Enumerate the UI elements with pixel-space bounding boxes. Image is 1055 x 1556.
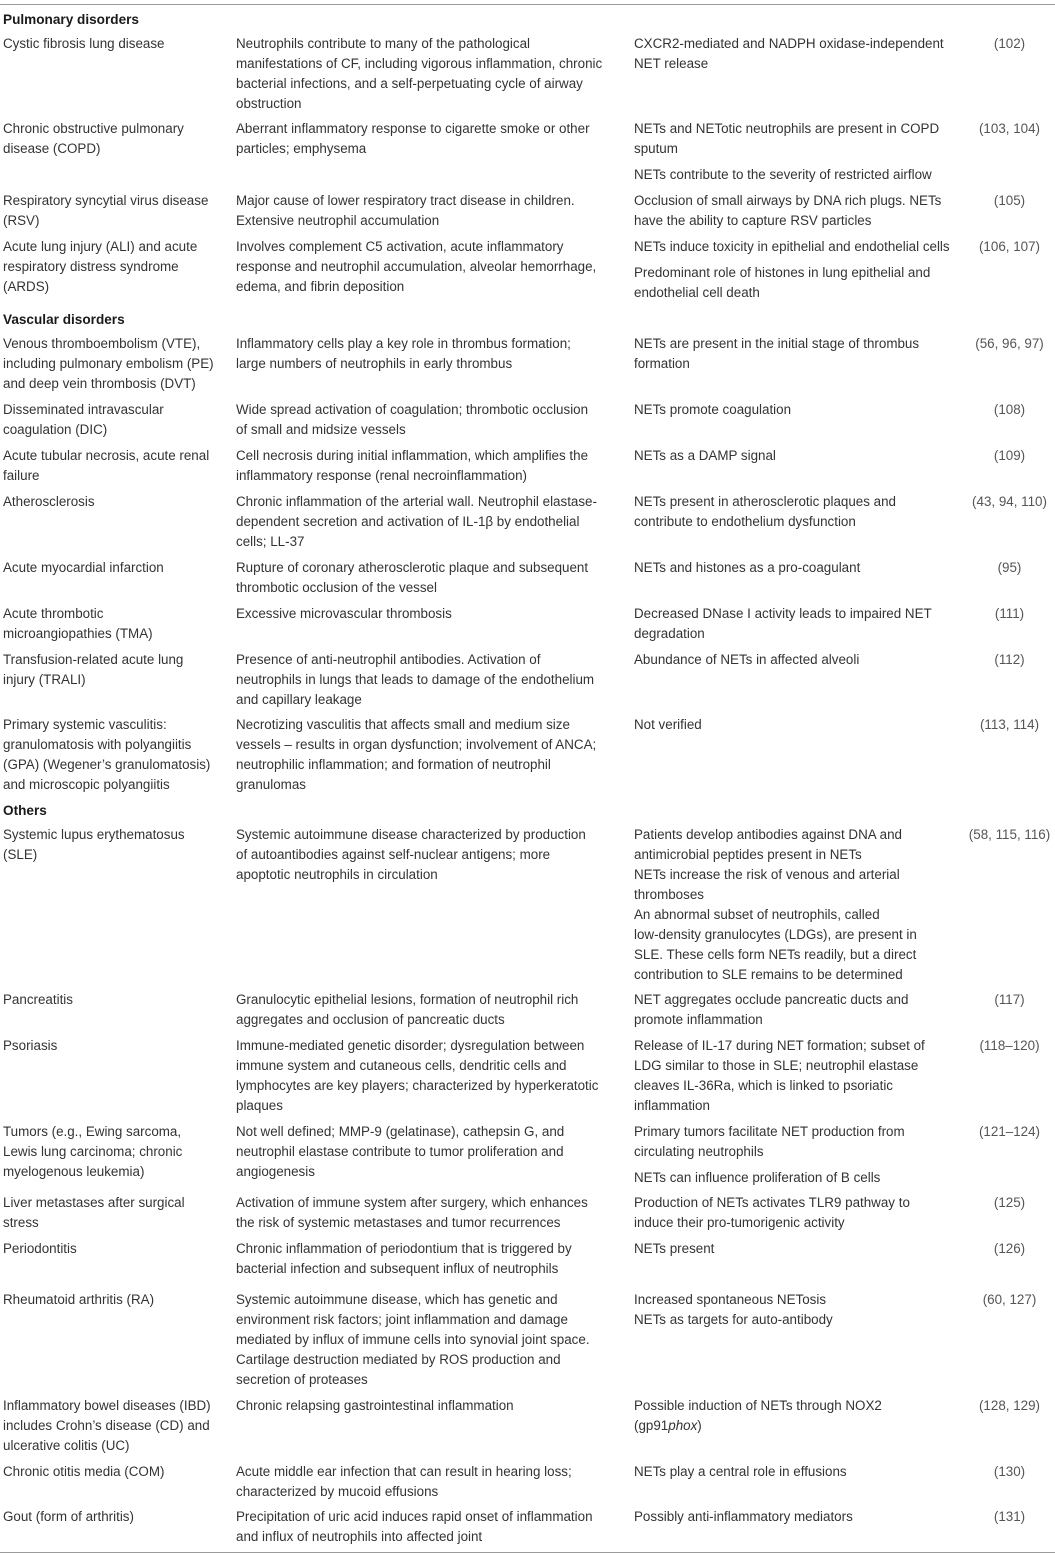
- features-cell: [236, 492, 624, 552]
- disease-line: Lewis lung carcinoma; chronic: [3, 1144, 183, 1159]
- features-line: thrombotic occlusion of the vessel: [236, 580, 437, 595]
- disease-cell: [3, 825, 225, 865]
- features-line: Activation of immune system after surgery, which enhances: [236, 1195, 588, 1210]
- net-role-cell: [634, 1290, 964, 1330]
- disease-line: (GPA) (Wegener’s granulomatosis): [3, 757, 211, 772]
- net-role-line: CXCR2-mediated and NADPH oxidase-independent: [634, 36, 944, 51]
- net-role-line: have the ability to capture RSV particles: [634, 213, 872, 228]
- features-line: bacterial infections, and a self-perpetuating cycle of airway: [236, 76, 583, 91]
- features-line: Cell necrosis during initial inflammation, which amplifies the: [236, 448, 589, 463]
- features-line: bacterial infection and subsequent influx of neutrophils: [236, 1261, 559, 1276]
- features-line: Inflammatory cells play a key role in thrombus formation;: [236, 336, 571, 351]
- net-role-cell: [634, 1193, 964, 1233]
- disease-cell: [3, 400, 225, 440]
- net-role-line: NETs contribute to the severity of restricted airflow: [634, 167, 932, 182]
- features-line: Chronic relapsing gastrointestinal inflammation: [236, 1398, 514, 1413]
- net-role-cell: [634, 334, 964, 374]
- net-role-cell: [634, 1239, 964, 1259]
- net-role-line: NET aggregates occlude pancreatic ducts and: [634, 992, 909, 1007]
- features-cell: [236, 715, 624, 795]
- features-line: edema, and fibrin deposition: [236, 279, 405, 294]
- net-role-line: antimicrobial peptides present in NETs: [634, 847, 862, 862]
- disease-line: Venous thromboembolism (VTE),: [3, 336, 201, 351]
- disease-line: Psoriasis: [3, 1038, 58, 1053]
- disease-line: includes Crohn’s disease (CD) and: [3, 1418, 210, 1433]
- features-line: Rupture of coronary atherosclerotic plaque and subsequent: [236, 560, 589, 575]
- net-role-cell: [634, 604, 964, 644]
- net-role-line: Decreased DNase I activity leads to impaired NET: [634, 606, 932, 621]
- net-role-cell: [634, 1036, 964, 1116]
- net-role-line: circulating neutrophils: [634, 1144, 764, 1159]
- net-role-line: NETs promote coagulation: [634, 402, 792, 417]
- reference-cell: (131): [993, 1509, 1026, 1524]
- net-role-line: NETs present: [634, 1241, 715, 1256]
- features-cell: [236, 446, 624, 486]
- reference-cell: (128, 129): [978, 1398, 1041, 1413]
- net-role-line: Possible induction of NETs through NOX2: [634, 1398, 882, 1413]
- disease-line: Acute thrombotic: [3, 606, 104, 621]
- features-line: response and neutrophil accumulation, alveolar hemorrhage,: [236, 259, 597, 274]
- disease-line: and microscopic polyangiitis: [3, 777, 170, 792]
- reference-cell: (130): [993, 1464, 1026, 1479]
- features-line: lymphocytes are key players; characterized by hyperkeratotic: [236, 1078, 599, 1093]
- disease-cell: [3, 650, 225, 690]
- features-line: large numbers of neutrophils in early thrombus: [236, 356, 513, 371]
- disease-cell: [3, 558, 225, 578]
- disease-cell: [3, 715, 225, 795]
- features-line: plaques: [236, 1098, 283, 1113]
- disease-line: (RSV): [3, 213, 40, 228]
- reference-cell: (102): [993, 36, 1026, 51]
- disease-line: Tumors (e.g., Ewing sarcoma,: [3, 1124, 182, 1139]
- features-cell: [236, 1507, 624, 1547]
- net-role-line: LDG similar to those in SLE; neutrophil elastase: [634, 1058, 919, 1073]
- net-role-cell: [634, 1122, 964, 1188]
- features-cell: [236, 334, 624, 374]
- disease-cell: [3, 492, 225, 512]
- features-cell: [236, 1396, 624, 1416]
- features-cell: [236, 558, 624, 598]
- disease-line: Systemic lupus erythematosus: [3, 827, 185, 842]
- reference-cell: (103, 104): [978, 121, 1041, 136]
- disease-line: injury (TRALI): [3, 672, 86, 687]
- features-cell: [236, 119, 624, 159]
- features-cell: [236, 990, 624, 1030]
- features-line: Excessive microvascular thrombosis: [236, 606, 452, 621]
- disease-line: Transfusion-related acute lung: [3, 652, 184, 667]
- net-role-line: Abundance of NETs in affected alveoli: [634, 652, 860, 667]
- disease-cell: [3, 1122, 225, 1182]
- features-line: secretion of proteases: [236, 1372, 368, 1387]
- features-line: Major cause of lower respiratory tract disease in children.: [236, 193, 575, 208]
- net-role-line: NET release: [634, 56, 709, 71]
- net-role-line: endothelial cell death: [634, 285, 760, 300]
- net-role-line: NETs and NETotic neutrophils are present in COPD: [634, 121, 940, 136]
- features-line: Wide spread activation of coagulation; thrombotic occlusion: [236, 402, 589, 417]
- net-role-line: formation: [634, 356, 690, 371]
- net-role-line: degradation: [634, 626, 705, 641]
- reference-cell: (43, 94, 110): [972, 494, 1047, 509]
- disease-cell: [3, 191, 225, 231]
- disease-cell: [3, 34, 225, 54]
- net-role-line: Occlusion of small airways by DNA rich plugs. NETs: [634, 193, 942, 208]
- features-cell: [236, 237, 624, 297]
- features-line: Systemic autoimmune disease characterized by production: [236, 827, 586, 842]
- net-role-line: NETs as a DAMP signal: [634, 448, 776, 463]
- disease-line: Periodontitis: [3, 1241, 77, 1256]
- disease-cell: [3, 119, 225, 159]
- net-role-cell: [634, 237, 964, 303]
- features-line: neutrophilic inflammation; and formation of neutrophil: [236, 757, 551, 772]
- reference-cell: (58, 115, 116): [968, 827, 1051, 842]
- features-line: Precipitation of uric acid induces rapid onset of inflammation: [236, 1509, 593, 1524]
- disease-cell: [3, 1462, 225, 1482]
- disease-line: (ARDS): [3, 279, 50, 294]
- disease-cell: [3, 446, 225, 486]
- net-role-line: promote inflammation: [634, 1012, 763, 1027]
- features-line: neutrophil elastase contribute to tumor proliferation and: [236, 1144, 564, 1159]
- features-line: Aberrant inflammatory response to cigarette smoke or other: [236, 121, 590, 136]
- disease-line: failure: [3, 468, 40, 483]
- features-line: characterized by mucoid effusions: [236, 1484, 439, 1499]
- disease-cell: [3, 237, 225, 297]
- features-line: Chronic inflammation of periodontium that is triggered by: [236, 1241, 572, 1256]
- disease-line: Rheumatoid arthritis (RA): [3, 1292, 155, 1307]
- features-line: cells; LL-37: [236, 534, 305, 549]
- reference-cell: (121–124): [978, 1124, 1041, 1139]
- disease-line: Cystic fibrosis lung disease: [3, 36, 165, 51]
- features-cell: [236, 650, 624, 710]
- features-line: Presence of anti-neutrophil antibodies. Activation of: [236, 652, 541, 667]
- net-role-cell: [634, 446, 964, 466]
- disease-line: myelogenous leukemia): [3, 1164, 145, 1179]
- net-role-line: sputum: [634, 141, 678, 156]
- features-cell: [236, 34, 624, 114]
- net-role-line: NETs as targets for auto-antibody: [634, 1312, 833, 1327]
- disease-line: Acute tubular necrosis, acute renal: [3, 448, 210, 463]
- reference-cell: (125): [993, 1195, 1026, 1210]
- disease-line: and deep vein thrombosis (DVT): [3, 376, 196, 391]
- net-role-line: Release of IL-17 during NET formation; subset of: [634, 1038, 925, 1053]
- features-cell: [236, 1290, 624, 1390]
- net-role-cell: [634, 1507, 964, 1527]
- net-role-line: low-density granulocytes (LDGs), are present in: [634, 927, 917, 942]
- features-line: granulomas: [236, 777, 306, 792]
- features-line: and capillary leakage: [236, 692, 362, 707]
- disease-line: Atherosclerosis: [3, 494, 95, 509]
- disease-cell: [3, 334, 225, 394]
- reference-cell: (108): [993, 402, 1026, 417]
- features-cell: [236, 191, 624, 231]
- net-role-line: cleaves IL-36Ra, which is linked to psoriatic: [634, 1078, 894, 1093]
- reference-cell: (112): [994, 652, 1025, 667]
- features-line: manifestations of CF, including vigorous inflammation, chronic: [236, 56, 603, 71]
- disease-line: Liver metastases after surgical: [3, 1195, 185, 1210]
- net-role-cell: [634, 1396, 964, 1436]
- features-line: Immune-mediated genetic disorder; dysregulation between: [236, 1038, 585, 1053]
- reference-cell: (56, 96, 97): [975, 336, 1044, 351]
- features-line: Neutrophils contribute to many of the pathological: [236, 36, 531, 51]
- features-line: Extensive neutrophil accumulation: [236, 213, 440, 228]
- reference-cell: (113, 114): [979, 717, 1040, 732]
- table-bottom-rule: [0, 1552, 1055, 1553]
- net-role-line: Possibly anti-inflammatory mediators: [634, 1509, 853, 1524]
- net-role-line: NETs increase the risk of venous and arterial: [634, 867, 900, 882]
- features-line: environment risk factors; joint inflammation and damage: [236, 1312, 568, 1327]
- features-line: Systemic autoimmune disease, which has genetic and: [236, 1292, 558, 1307]
- disease-cell: [3, 604, 225, 644]
- disease-line: Chronic otitis media (COM): [3, 1464, 165, 1479]
- net-role-cell: [634, 191, 964, 231]
- net-role-line: contribute to endothelium dysfunction: [634, 514, 856, 529]
- reference-cell: (95): [997, 560, 1022, 575]
- features-line: of small and midsize vessels: [236, 422, 406, 437]
- disease-line: Respiratory syncytial virus disease: [3, 193, 209, 208]
- features-cell: [236, 1193, 624, 1233]
- net-role-line: Predominant role of histones in lung epithelial and: [634, 265, 931, 280]
- disease-cell: [3, 1396, 225, 1456]
- features-line: Chronic inflammation of the arterial wall. Neutrophil elastase-: [236, 494, 597, 509]
- features-cell: [236, 604, 624, 624]
- net-role-line: induce their pro-tumorigenic activity: [634, 1215, 845, 1230]
- net-role-cell: [634, 650, 964, 670]
- table-top-rule: [0, 4, 1055, 5]
- disease-cell: [3, 1193, 225, 1233]
- net-role-cell: [634, 492, 964, 532]
- reference-cell: (118–120): [979, 1038, 1040, 1053]
- disease-line: (SLE): [3, 847, 38, 862]
- reference-cell: (109): [993, 448, 1026, 463]
- features-line: obstruction: [236, 96, 302, 111]
- disease-line: stress: [3, 1215, 39, 1230]
- disease-line: Disseminated intravascular: [3, 402, 164, 417]
- net-role-cell: [634, 990, 964, 1030]
- features-cell: [236, 1462, 624, 1502]
- features-line: angiogenesis: [236, 1164, 315, 1179]
- section-heading: Pulmonary disorders: [3, 12, 139, 27]
- disease-line: Primary systemic vasculitis:: [3, 717, 167, 732]
- net-role-line: Primary tumors facilitate NET production from: [634, 1124, 905, 1139]
- net-role-line: NETs play a central role in effusions: [634, 1464, 847, 1479]
- disease-line: disease (COPD): [3, 141, 101, 156]
- section-heading: Others: [3, 803, 47, 818]
- disease-cell: [3, 1036, 225, 1056]
- disease-line: including pulmonary embolism (PE): [3, 356, 214, 371]
- features-line: Necrotizing vasculitis that affects small and medium size: [236, 717, 570, 732]
- reference-cell: (60, 127): [982, 1292, 1037, 1307]
- reference-cell: (111): [994, 606, 1025, 621]
- disease-line: ulcerative colitis (UC): [3, 1438, 130, 1453]
- net-role-line: Production of NETs activates TLR9 pathway to: [634, 1195, 910, 1210]
- features-cell: [236, 825, 624, 885]
- features-line: Acute middle ear infection that can result in hearing loss;: [236, 1464, 572, 1479]
- features-line: immune system and cutaneous cells, dendritic cells and: [236, 1058, 567, 1073]
- features-cell: [236, 1036, 624, 1116]
- net-role-cell: [634, 715, 964, 735]
- features-line: Involves complement C5 activation, acute inflammatory: [236, 239, 564, 254]
- features-cell: [236, 1239, 624, 1279]
- net-role-line: thromboses: [634, 887, 704, 902]
- features-cell: [236, 400, 624, 440]
- net-role-cell: [634, 825, 964, 985]
- disease-line: Acute lung injury (ALI) and acute: [3, 239, 198, 254]
- section-heading: Vascular disorders: [3, 312, 125, 327]
- disease-line: Acute myocardial infarction: [3, 560, 164, 575]
- disease-cell: [3, 990, 225, 1010]
- disease-line: Chronic obstructive pulmonary: [3, 121, 184, 136]
- features-line: Cartilage destruction mediated by ROS production and: [236, 1352, 561, 1367]
- net-role-line: Patients develop antibodies against DNA and: [634, 827, 902, 842]
- net-role-line: inflammation: [634, 1098, 710, 1113]
- features-line: inflammatory response (renal necroinflammation): [236, 468, 527, 483]
- features-line: vessels – results in organ dysfunction; involvement of ANCA;: [236, 737, 597, 752]
- net-role-cell: [634, 400, 964, 420]
- disease-line: Gout (form of arthritis): [3, 1509, 134, 1524]
- reference-cell: (105): [993, 193, 1026, 208]
- features-line: the risk of systemic metastases and tumor recurrences: [236, 1215, 561, 1230]
- disease-line: respiratory distress syndrome: [3, 259, 179, 274]
- net-role-line: Increased spontaneous NETosis: [634, 1292, 827, 1307]
- features-line: aggregates and occlusion of pancreatic ducts: [236, 1012, 505, 1027]
- net-role-cell: [634, 1462, 964, 1482]
- net-role-line: SLE. These cells form NETs readily, but a direct: [634, 947, 917, 962]
- features-cell: [236, 1122, 624, 1182]
- disease-line: coagulation (DIC): [3, 422, 108, 437]
- net-role-cell: [634, 119, 964, 185]
- features-line: dependent secretion and activation of IL-1β by endothelial: [236, 514, 580, 529]
- features-line: neutrophils in lungs that leads to damage of the endothelium: [236, 672, 595, 687]
- net-role-line: An abnormal subset of neutrophils, called: [634, 907, 880, 922]
- disease-cell: [3, 1507, 225, 1527]
- reference-cell: (106, 107): [978, 239, 1041, 254]
- net-role-line: NETs can influence proliferation of B cells: [634, 1170, 881, 1185]
- net-role-line: contribution to SLE remains to be determined: [634, 967, 903, 982]
- disease-line: granulomatosis with polyangiitis: [3, 737, 192, 752]
- net-role-line: NETs induce toxicity in epithelial and endothelial cells: [634, 239, 950, 254]
- reference-cell: (126): [993, 1241, 1026, 1256]
- features-line: particles; emphysema: [236, 141, 367, 156]
- disease-line: Pancreatitis: [3, 992, 73, 1007]
- features-line: and influx of neutrophils into affected joint: [236, 1529, 483, 1544]
- disease-line: microangiopathies (TMA): [3, 626, 153, 641]
- net-role-line: NETs present in atherosclerotic plaques and: [634, 494, 897, 509]
- reference-cell: (117): [994, 992, 1025, 1007]
- features-line: mediated by influx of immune cells into synovial joint space.: [236, 1332, 590, 1347]
- net-role-line: (gp91phox): [634, 1418, 702, 1433]
- features-line: Not well defined; MMP-9 (gelatinase), cathepsin G, and: [236, 1124, 565, 1139]
- net-role-line: NETs are present in the initial stage of thrombus: [634, 336, 920, 351]
- disease-line: Inflammatory bowel diseases (IBD): [3, 1398, 211, 1413]
- net-role-line: NETs and histones as a pro-coagulant: [634, 560, 861, 575]
- net-role-cell: [634, 34, 964, 74]
- net-role-cell: [634, 558, 964, 578]
- net-role-line: Not verified: [634, 717, 702, 732]
- features-line: apoptotic neutrophils in circulation: [236, 867, 438, 882]
- features-line: Granulocytic epithelial lesions, formation of neutrophil rich: [236, 992, 579, 1007]
- disease-cell: [3, 1239, 225, 1259]
- disease-cell: [3, 1290, 225, 1310]
- features-line: of autoantibodies against self-nuclear antigens; more: [236, 847, 551, 862]
